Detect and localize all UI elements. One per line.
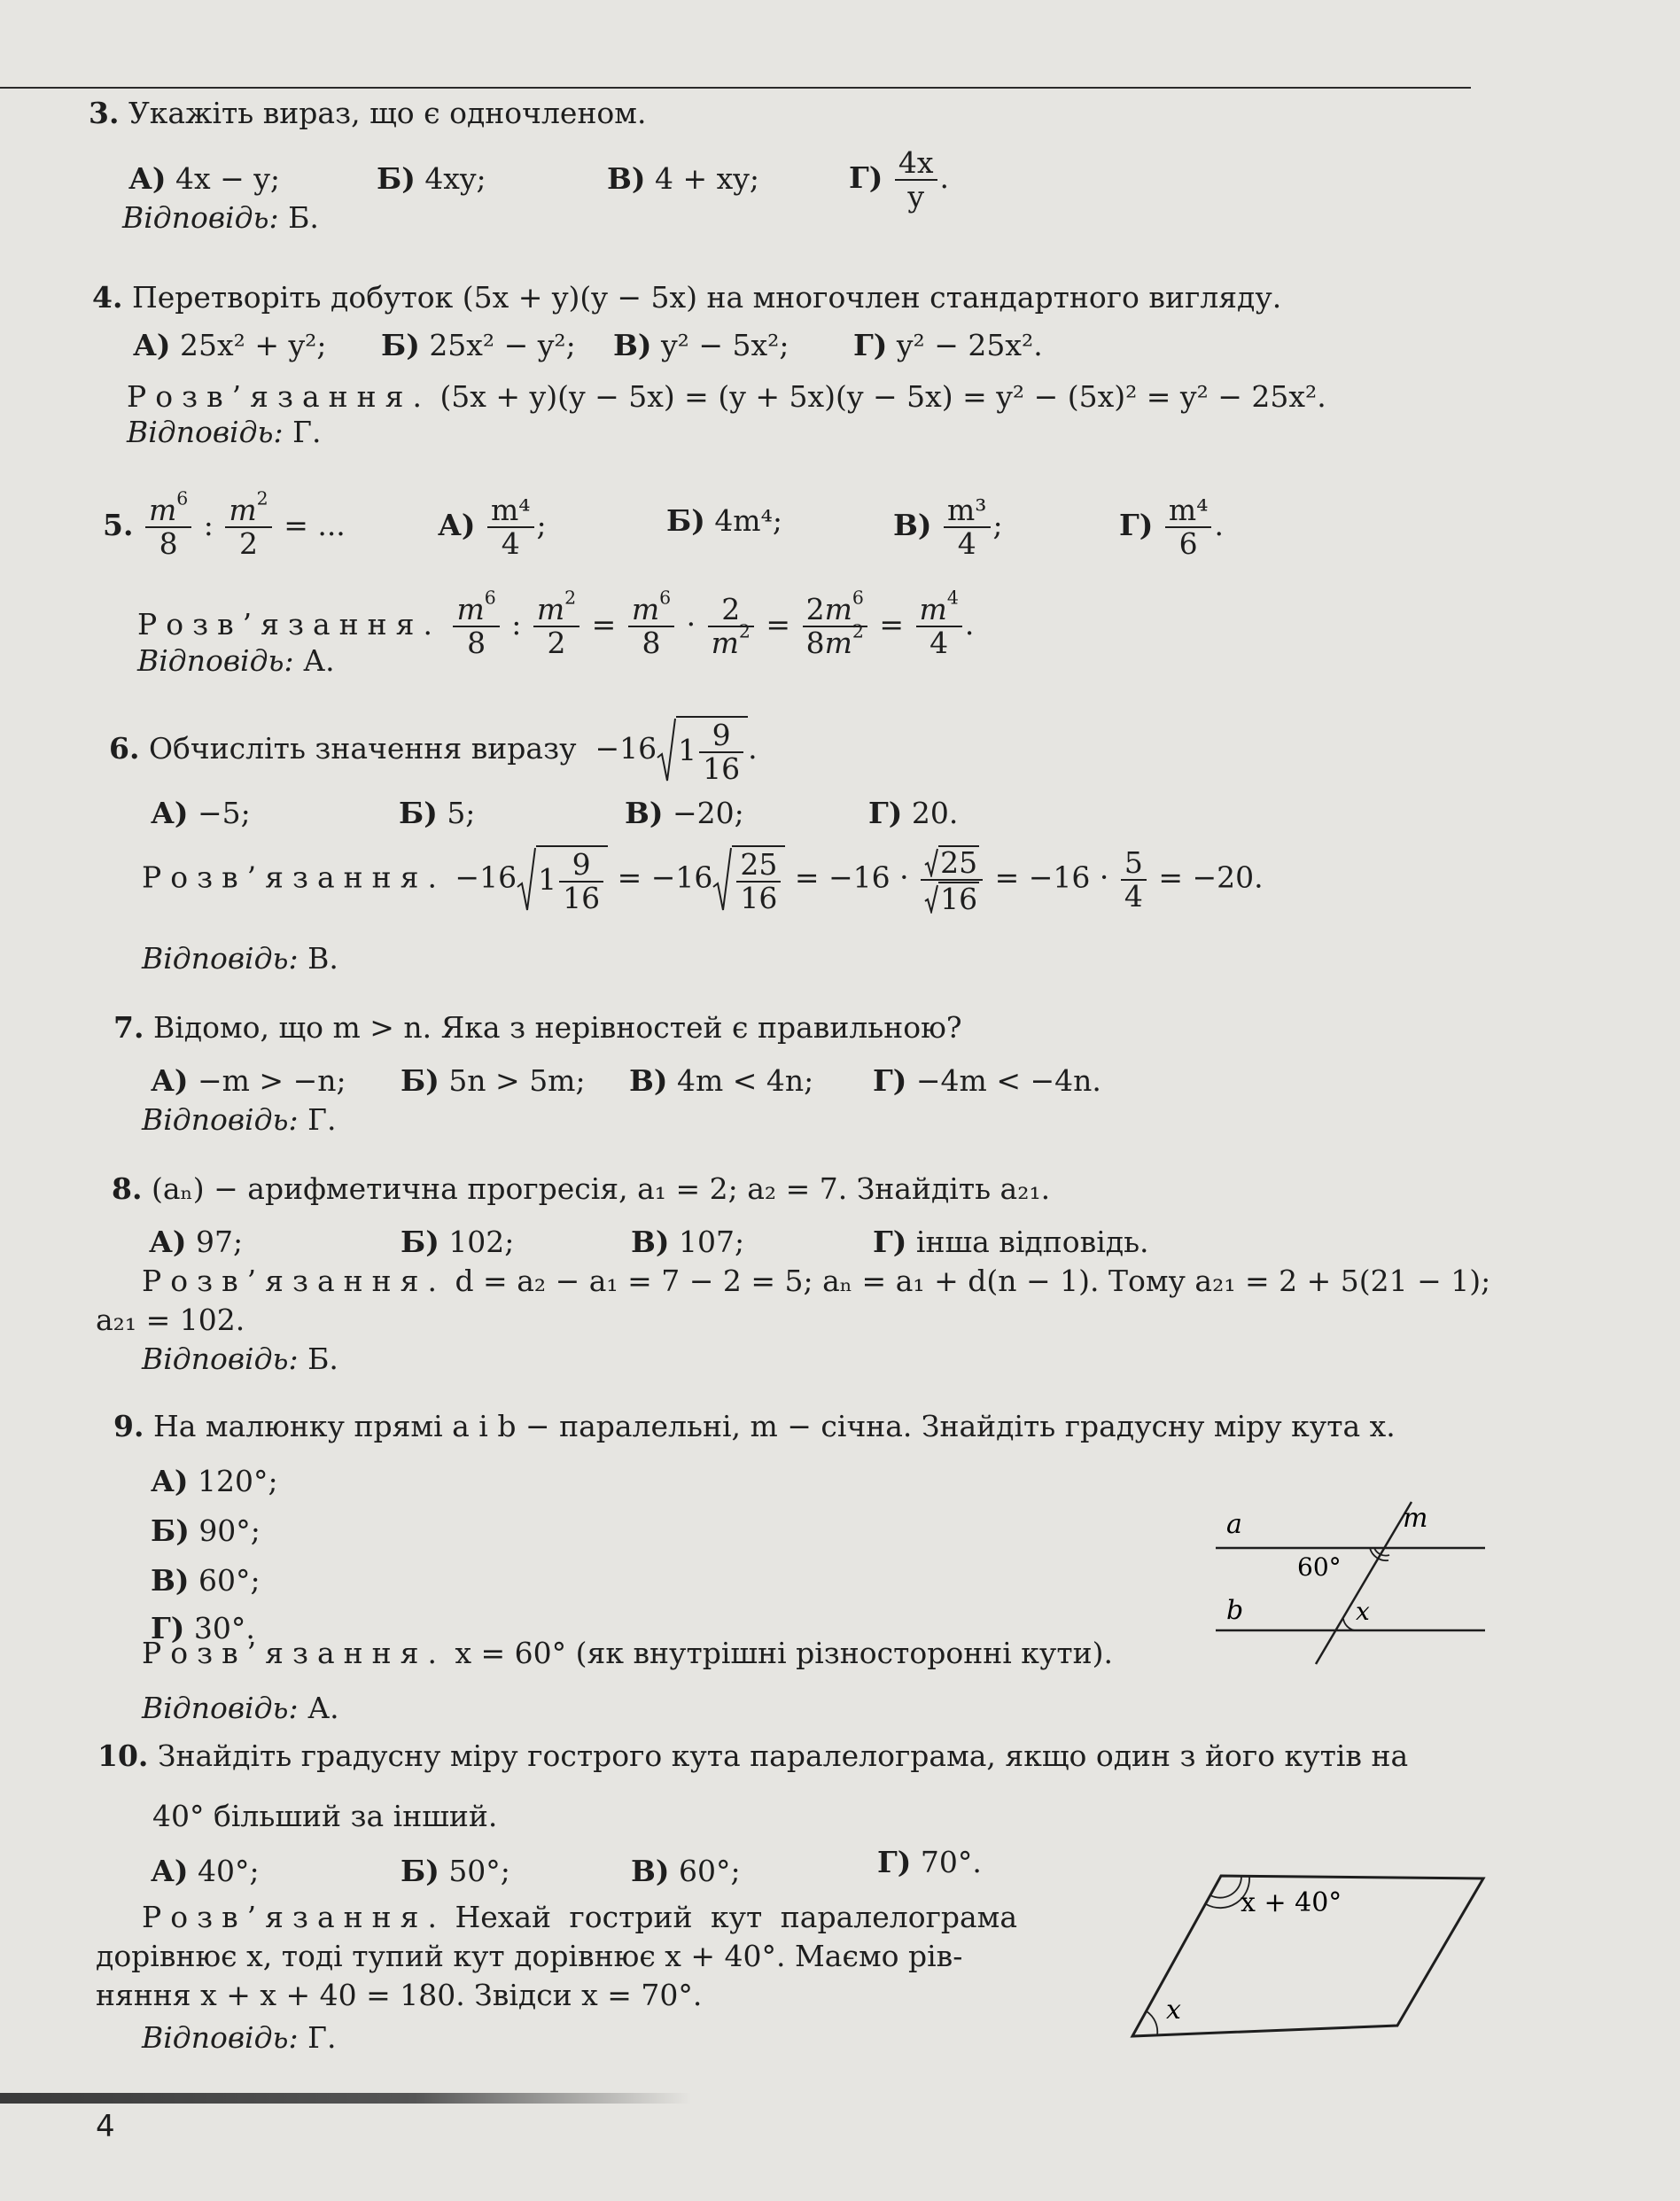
q8-solution-cont: a₂₁ = 102. [96, 1303, 245, 1337]
q6-option-d: Г) 20. [868, 796, 959, 830]
q7-answer: Відповідь: Г. [142, 1102, 337, 1137]
q3-question: 3. Укажіть вираз, що є одночленом. [89, 96, 647, 130]
q4-option-a: А) 25x² + y²; [133, 328, 327, 362]
label-angle-60: 60° [1297, 1552, 1342, 1582]
q8-question: 8. (aₙ) − арифметична прогресія, a₁ = 2; a₂ = 7. Знайдіть a₂₁. [112, 1171, 1051, 1206]
q5-option-d: Г) $\frac{\text{m⁴}}{6}$ . [1119, 493, 1224, 561]
q6-question: 6. Обчисліть значення виразу −16 1 $\frac{9}{16}$ . [109, 718, 758, 786]
q6-solution: Розв’язання. −16 1 $\frac{9}{16}$ = −16 $\frac{25}{16}$ = −16 · $\frac{25}{16}$ = −16 · $\frac{5}{4}$ = −20. [142, 844, 1264, 916]
label-m: m [1403, 1503, 1428, 1534]
q4-option-c: В) y² − 5x²; [613, 328, 789, 362]
q7-option-d: Г) −4m < −4n. [873, 1063, 1101, 1098]
q3-option-a: А) 4x − y; [128, 161, 280, 196]
q9-answer: Відповідь: А. [142, 1691, 339, 1725]
q10-option-d: Г) 70°. [877, 1845, 982, 1879]
label-angle-acute: x [1166, 1995, 1181, 2026]
q8-solution: Розв’язання. d = a₂ − a₁ = 7 − 2 = 5; aₙ = a₁ + d(n − 1). Тому a₂₁ = 2 + 5(21 − 1); [142, 1264, 1491, 1298]
q8-option-b: Б) 102; [401, 1225, 515, 1259]
q9-option-a: А) 120°; [151, 1464, 278, 1498]
q3-answer: Відповідь: Б. [122, 200, 319, 235]
label-b: b [1226, 1595, 1244, 1626]
q9-option-c: В) 60°; [151, 1563, 261, 1598]
footer-bar [0, 2093, 691, 2104]
q10-solution-line2: дорівнює x, тоді тупий кут дорівнює x + 40°. Маємо рів- [96, 1939, 963, 1973]
label-a: a [1226, 1509, 1242, 1540]
q7-question: 7. Відомо, що m > n. Яка з нерівностей є правильною? [113, 1010, 962, 1045]
page-number: 4 [96, 2109, 115, 2144]
top-rule [0, 87, 1471, 89]
q5-option-b: Б) 4m⁴; [666, 503, 782, 538]
q10-question: 10. Знайдіть градусну міру гострого кута паралелограма, якщо один з його кутів на [97, 1738, 1409, 1773]
q8-option-d: Г) інша відповідь. [873, 1225, 1149, 1259]
q9-question: 9. На малюнку прямі a і b − паралельні, m − січна. Знайдіть градусну міру кута x. [113, 1409, 1396, 1443]
q9-figure [1214, 1497, 1497, 1675]
q8-option-a: А) 97; [149, 1225, 244, 1259]
q7-option-a: А) −m > −n; [151, 1063, 346, 1098]
q8-option-c: В) 107; [631, 1225, 745, 1259]
q10-option-b: Б) 50°; [401, 1854, 510, 1888]
q4-question: 4. Перетворіть добуток (5x + y)(y − 5x) на многочлен стандартного вигляду. [92, 280, 1282, 315]
q3-option-d: Г) $\frac{4x}{y}$ . [849, 145, 950, 214]
q5-expression: 5. $\frac{m^6}{8}$ : $\frac{m^2}{2}$ = ... [103, 487, 346, 561]
q10-option-a: А) 40°; [151, 1854, 260, 1888]
q7-option-b: Б) 5n > 5m; [401, 1063, 586, 1098]
q3-option-b: Б) 4xy; [377, 161, 486, 196]
q10-question-cont: 40° більший за інший. [152, 1799, 498, 1833]
q7-option-c: В) 4m < 4n; [629, 1063, 814, 1098]
q5-solution: Розв’язання. $\frac{m^6}{8}$ : $\frac{m^2}{2}$ = $\frac{m^6}{8}$ · $\frac{2}{m^2}$ = $\frac{2m^6}{8m^2}$ = $\frac{m^4}{4}$ . [137, 587, 975, 660]
q10-answer: Відповідь: Г. [142, 2020, 337, 2055]
q4-option-d: Г) y² − 25x². [853, 328, 1043, 362]
q6-option-a: А) −5; [151, 796, 251, 830]
secant-m [1316, 1502, 1412, 1664]
q10-solution-line3: няння x + x + 40 = 180. Звідси x = 70°. [96, 1978, 703, 2012]
angle-arc-x [1343, 1619, 1355, 1630]
q10-figure [1125, 1868, 1489, 2043]
q4-solution: Розв’язання. (5x + y)(y − 5x) = (y + 5x)(y − 5x) = y² − (5x)² = y² − 25x². [127, 379, 1326, 414]
q5-option-a: А) $\frac{\text{m⁴}}{4}$ ; [438, 493, 547, 561]
q3-option-c: В) 4 + xy; [607, 161, 760, 196]
label-angle-obtuse: x + 40° [1241, 1887, 1342, 1918]
q4-option-b: Б) 25x² − y²; [381, 328, 576, 362]
q6-answer: Відповідь: В. [142, 941, 338, 976]
q6-option-c: В) −20; [625, 796, 744, 830]
q9-option-b: Б) 90°; [151, 1513, 261, 1548]
q9-option-d: Г) 30°. [151, 1611, 255, 1645]
q10-option-c: В) 60°; [631, 1854, 741, 1888]
q6-option-b: Б) 5; [399, 796, 476, 830]
q9-solution: Розв’язання. x = 60° (як внутрішні різносторонні кути). [142, 1636, 1113, 1670]
angle-arc-acute [1147, 2011, 1157, 2035]
q5-answer: Відповідь: А. [137, 643, 335, 678]
q10-solution: Розв’язання. Нехай гострий кут паралелограма [142, 1900, 1018, 1934]
q5-option-c: В) $\frac{\text{m³}}{4}$ ; [893, 493, 1003, 561]
q8-answer: Відповідь: Б. [142, 1342, 338, 1376]
q4-answer: Відповідь: Г. [127, 415, 322, 449]
label-angle-x: x [1356, 1597, 1370, 1626]
